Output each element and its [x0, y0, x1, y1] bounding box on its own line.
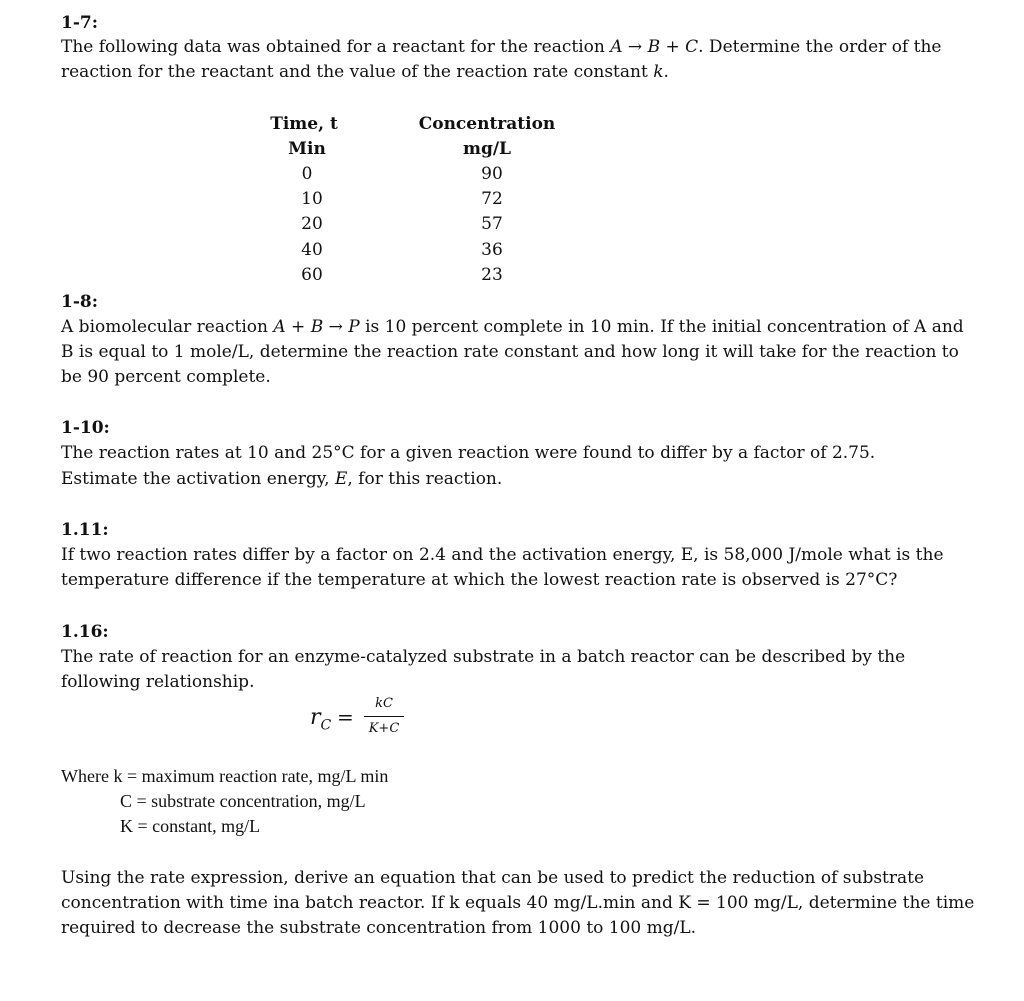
- text: .: [663, 62, 669, 82]
- problem-1-7-line-1: [61, 37, 941, 57]
- table-cell-time: 10: [301, 189, 323, 209]
- problem-1-7-heading: 1-7:: [61, 13, 98, 33]
- text: A biomolecular reaction: [61, 317, 274, 337]
- table-header-concentration-unit: mg/L: [462, 139, 512, 159]
- problem-1-8-line-1: [61, 317, 964, 337]
- problem-1-16-line-2: following relationship.: [61, 672, 255, 692]
- equation-lhs: [310, 705, 331, 733]
- text: , for this reaction.: [347, 469, 503, 489]
- problem-1-10-line-1: The reaction rates at 10 and 25°C for a given reaction were found to differ by a factor of 2.75.: [61, 443, 876, 463]
- table-header-time-unit: Min: [288, 139, 326, 159]
- problem-1-8-line-3: be 90 percent complete.: [61, 367, 271, 387]
- activation-energy-symbol: E: [334, 469, 348, 489]
- problem-1-11-heading: 1.11:: [61, 520, 109, 540]
- table-cell-concentration: 90: [481, 164, 503, 184]
- equation-equals: =: [337, 705, 354, 729]
- table-cell-time: 60: [301, 265, 323, 285]
- where-line-3: K = constant, mg/L: [120, 816, 261, 836]
- rate-constant-symbol: k: [653, 62, 664, 82]
- fraction-bar: [364, 716, 404, 717]
- where-line-2: C = substrate concentration, mg/L: [120, 791, 366, 811]
- table-cell-time: 40: [301, 240, 323, 260]
- text: . Determine the order of the: [698, 37, 942, 57]
- where-line-1: Where k = maximum reaction rate, mg/L min: [61, 766, 389, 786]
- problem-1-10-heading: 1-10:: [61, 418, 110, 438]
- rate-subscript: C: [320, 717, 332, 734]
- rate-symbol: r: [310, 705, 321, 730]
- table-cell-time: 20: [301, 214, 323, 234]
- text: reaction for the reactant and the value of the reaction rate constant: [61, 62, 654, 82]
- problem-1-8-line-2: B is equal to 1 mole/L, determine the reaction rate constant and how long it will take for the reaction to: [61, 342, 959, 362]
- table-cell-concentration: 72: [481, 189, 503, 209]
- table-cell-concentration: 36: [481, 240, 503, 260]
- problem-1-7-line-2: [61, 62, 669, 82]
- reaction-equation: A + B → P: [273, 317, 360, 337]
- final-line-1: Using the rate expression, derive an equation that can be used to predict the reduction of substrate: [61, 868, 925, 888]
- table-cell-concentration: 57: [481, 214, 503, 234]
- problem-1-11-line-2: temperature difference if the temperature at which the lowest reaction rate is observed is 27°C?: [61, 570, 898, 590]
- problem-1-16-heading: 1.16:: [61, 622, 109, 642]
- text: The following data was obtained for a reactant for the reaction: [61, 37, 611, 57]
- table-cell-concentration: 23: [481, 265, 503, 285]
- final-line-2: concentration with time ina batch reactor. If k equals 40 mg/L.min and K = 100 mg/L, determine the time: [61, 893, 975, 913]
- problem-1-10-line-2: [61, 469, 502, 489]
- final-line-3: required to decrease the substrate concentration from 1000 to 100 mg/L.: [61, 918, 697, 938]
- reaction-equation: A → B + C: [610, 37, 699, 57]
- table-cell-time: 0: [301, 164, 313, 184]
- problem-1-11-line-1: If two reaction rates differ by a factor on 2.4 and the activation energy, E, is 58,000 J/mole what is the: [61, 545, 944, 565]
- text: Estimate the activation energy,: [61, 469, 335, 489]
- table-header-concentration: Concentration: [418, 114, 556, 134]
- problem-1-8-heading: 1-8:: [61, 292, 98, 312]
- text: is 10 percent complete in 10 min. If the initial concentration of A and: [359, 317, 964, 337]
- table-header-time: Time, t: [270, 114, 338, 134]
- equation-denominator: K+C: [368, 721, 400, 736]
- equation-numerator: kC: [375, 696, 393, 711]
- problem-1-16-line-1: The rate of reaction for an enzyme-catalyzed substrate in a batch reactor can be described by the: [61, 647, 906, 667]
